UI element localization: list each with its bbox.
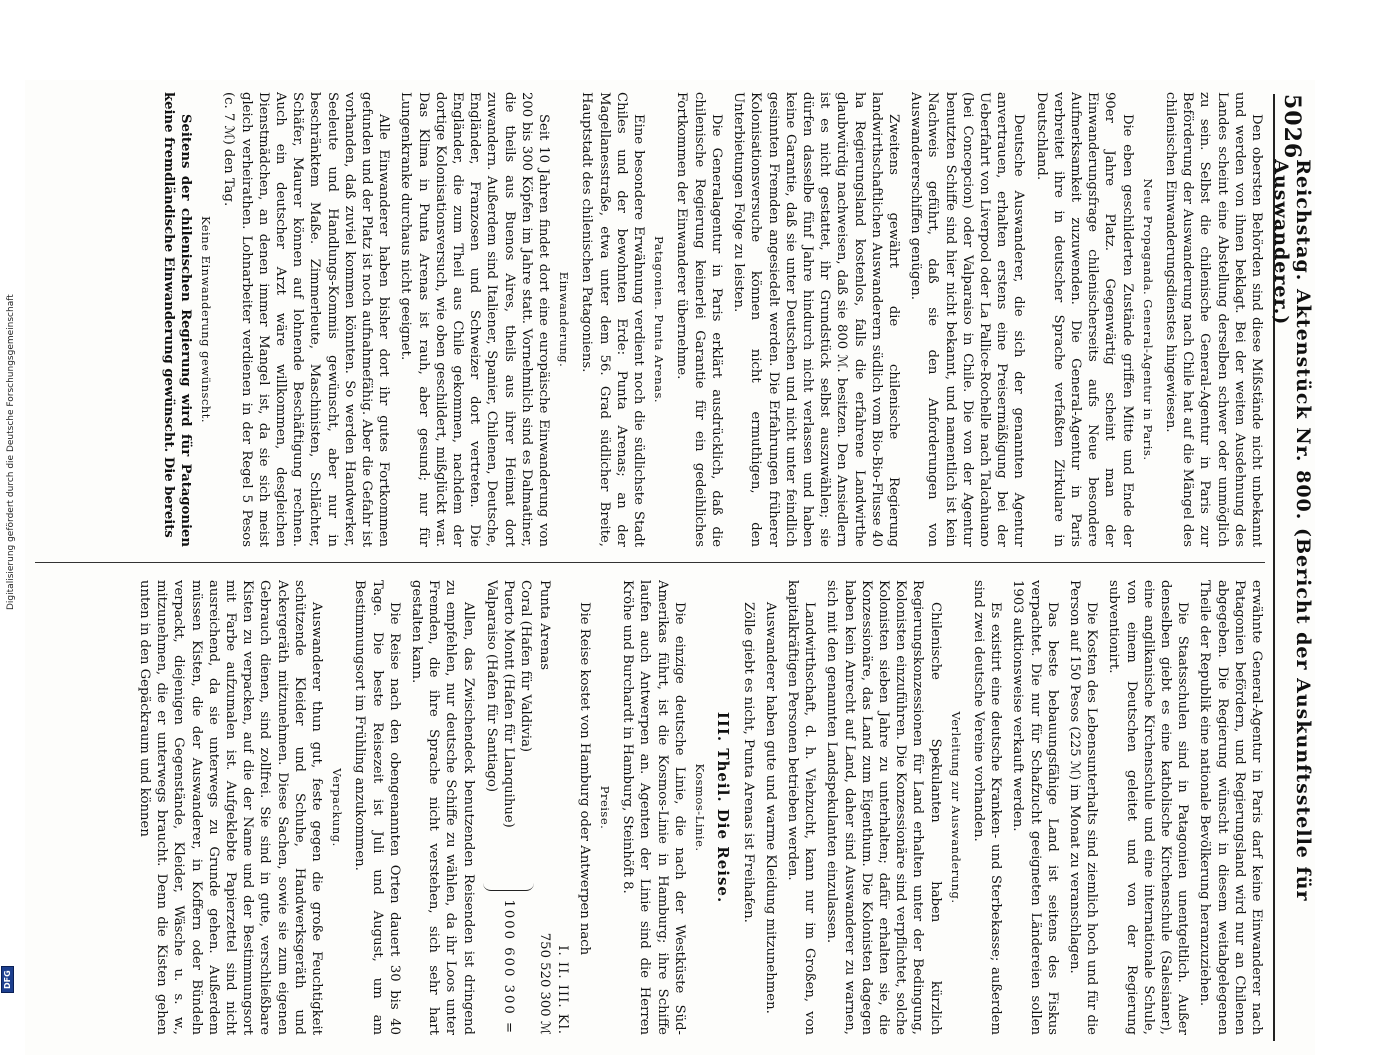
paragraph: Deutsche Auswanderer, die sich der genannten Agentur anvertrauen, erhalten erstens eine Preisermäßigung bei der Ueberfahrt von Liverpool oder La Pallice-Rochelle nach Talcahuano (bei Concepcion) oder Valparaiso in Chile. Die von der Agentur benutzten Schiffe sind hier nicht bekannt, und namentlich ist kein Nachweis geführt, daß sie den Anforderungen von Auswandererschiffen genügen. xyxy=(908,92,1027,547)
paragraph: Allen, das Zwischendeck benutzenden Reisenden ist dringend zu empfehlen, nur deutsche Schiffe zu wählen, da ihr Loos unter Fremden, die ihre Sprache nicht verstehen, sich sehr hart gestalten kann. xyxy=(409,580,476,1035)
section-subheading: Patagonien. Punta Arenas. xyxy=(652,235,667,404)
paragraph: Zölle giebt es nicht, Punta Arenas ist Freihafen. xyxy=(740,602,756,923)
paragraph: Die Reise nach den obengenannten Orten dauert 30 bis 40 Tage. Die beste Reisezeit ist Juli und August, um am Bestimmungsort im Frühling anzukommen. xyxy=(352,580,402,1035)
paragraph: Alle Einwanderer haben bisher dort ihr gutes Fortkommen gefunden und der Platz ist noch aufnahmefähig. Aber die Gefahr ist vorhanden, daß zuviel kommen könnten. So werden Handwerker, Seeleute und Handlungs-Kommis gewünscht, aber nur in beschränktem Maße. Zimmerleute, Maschinisten, Schlächter, Schäfer, Maurer können auf lohnende Beschäftigung rechnen. Auch ein deutscher Arzt wäre willkommen, desgleichen Dienstmädchen, an denen immer Mangel ist, da sie sich meist gleich verheirathen. Lohnarbeiter verdienen in der Regel 5 Pesos (c. 7 ℳ) den Tag. xyxy=(221,92,392,547)
digitization-note: Digitalisierung gefördert durch die Deutsche Forschungsgemeinschaft xyxy=(6,294,16,610)
destination: Coral (Hafen für Valdivia) xyxy=(518,580,534,753)
paragraph: Zweitens gewährt die chilenische Regierung landwirthschaftlichen Auswanderern südlich vom Bio-Bio-Flusse 40 ha Regierungsland kostenlos, falls die erfahrene Landwirthe glaubwürdig nachweisen, daß sie 800 ℳ. besitzen. Den Ansiedlern ist es nicht gestattet, ihr Grundstück selbst auszuwählen; sie dürfen dasselbe fünf Jahre hindurch nicht verlassen und haben keine Garantie, daß sie unter Deutschen und nicht unter feindlich gesinnten Fremden angesiedelt werden. Die Erfahrungen früherer Kolonisationsversuche können nicht ermuthigen, den Unterbietungen Folge zu leisten. xyxy=(731,92,901,547)
paragraph: Auswanderer thun gut, feste gegen die große Feuchtigkeit schützende Kleider und Schuhe, Handwerksgeräth und Ackergeräth mitzunehmen. Diese Sachen, sowie sie zum eigenen Gebrauch dienen, sind zollfrei. Sie sind in gute, verschließbare Kisten zu verpacken, auf die der Name und der Bestimmungsort mit Farbe aufzumalen ist. Aufgeklebte Papierzettel sind nicht ausreichend, da sie unterwegs zu Grunde gehen. Außerdem müssen Kisten, die der Auswanderer, in Koffern oder Bündeln verpackt, diejenigen Gegenstände, Kleider, Wäsche u. s. w., mitzunehmen, die er unterwegs braucht. Denn die Kisten gehen unten in den Gepäckraum und können xyxy=(137,580,325,1035)
paragraph: Es existirt eine deutsche Kranken- und Sterbekasse; außerdem sind zwei deutsche Vereine vorhanden. xyxy=(970,580,1004,1035)
paragraph: Die Generalagentur in Paris erklärt ausdrücklich, daß die chilenische Regierung keinerlei Garantie für ein gedeihliches Fortkommen der Einwanderer übernehme. xyxy=(674,92,724,547)
brace xyxy=(483,876,535,891)
paragraph: Auswanderer haben gute und warme Kleidung mitzunehmen. xyxy=(762,602,778,1014)
destination: Punta Arenas xyxy=(537,580,553,670)
paragraph: Landwirthschaft, d. h. Viehzucht, kann nur im Großen, von kapitalkräftigen Personen betrieben werden. xyxy=(784,580,818,1035)
paragraph: Chilenische Spekulanten haben kürzlich Regierungskonzessionen für Land erhalten unter der Bedingung, Kolonisten einzuführen. Die Konzessionäre sind verpflichtet, solche Kolonisten sieben Jahre zu unterhalten; dafür erhalten sie, die Konzessionäre, das Land zum Eigenthum. Die Kolonisten dagegen haben kein Anrecht auf Land, daher sind Auswanderer zu warnen, sich mit den genannten Landspekulanten einzulassen. xyxy=(824,580,943,1035)
paragraph: Das beste bebauungsfähige Land ist seitens des Fiskus verpachtet. Die nur für Schafzucht geeigneten Ländereien sollen 1903 auktionsweise verkauft werden. xyxy=(1010,580,1060,1035)
price-row-group xyxy=(483,580,535,1035)
page-title: Reichstag. Aktenstück Nr. 800. (Bericht der Auskunftsstelle für Auswanderer.) xyxy=(1270,159,1314,902)
paragraph: Die Staatsschulen sind in Patagonien unentgeltlich. Außer denselben giebt es eine katholische Kirchenschule (Salesianer), eine anglikanische Kirchenschule und eine internationale Schule, von einem Deutschen geleitet und von der Regierung subventionirt. xyxy=(1106,580,1191,1035)
left-column xyxy=(35,92,1265,547)
section-subheading: Kosmos-Linie. xyxy=(693,763,708,852)
price-values: 750 520 300 ℳ xyxy=(537,932,553,1035)
paragraph: erwähnte General-Agentur in Paris darf keine Einwanderer nach Patagonien befördern, und Regierungsland wird nur an Chilenen abgegeben. Die Regierung wünscht in diesem weitabgelegenen Theile der Republik eine nationale Bevölkerung heranzuziehen. xyxy=(1197,580,1264,1035)
destination-list xyxy=(483,580,535,876)
document-page xyxy=(25,80,1315,1055)
paragraph: Eine besondere Erwähnung verdient noch die südlichste Stadt Chiles und der bewohnten Erde: Punta Arenas; an der Magellanesstraße, etwa unter dem 56. Grad südlicher Breite, Hauptstadt des chilenischen Patagoniens. xyxy=(579,92,647,547)
price-row xyxy=(536,580,553,1035)
price-values: 1000 600 300 = xyxy=(501,899,517,1035)
right-column xyxy=(35,580,1265,1035)
paragraph: Den obersten Behörden sind diese Mißstände nicht unbekannt und werden von ihnen beklagt. Bei der weiten Ausdehnung des Landes scheint eine Abstellung derselben schwer oder unmöglich zu sein. Selbst die chilenische General-Agentur in Paris zur Beförderung der Auswanderung nach Chile hat auf die Mängel des chilenischen Einwanderungsdienstes hingewiesen. xyxy=(1162,92,1264,547)
paragraph: Die Reise kostet von Hamburg oder Antwerpen nach xyxy=(576,602,592,956)
page-header xyxy=(1270,94,1314,1041)
paragraph: Die einzige deutsche Linie, die nach der Westküste Süd-Amerikas führt, ist die Kosmos-Linie in Hamburg; ihre Schiffe laufen auch Antwerpen an. Agenten der Linie sind die Herren Kröhe und Burchardt in Hamburg, Steinhöft 8. xyxy=(620,580,687,1035)
paragraph: Die eben geschilderten Zustände griffen Mitte und Ende der 90er Jahre Platz. Gegenwärtig scheint man der Einwanderungsfrage chilenischerseits aufs Neue besondere Aufmerksamkeit zuzuwenden. Die General-Agentur in Paris verbreitet ihre in deutscher Sprache verfaßten Zirkulare in Deutschland. xyxy=(1033,92,1135,547)
part-heading: III. Theil. Die Reise. xyxy=(714,711,733,904)
destination: Puerto Montt (Hafen für Llanquihue) xyxy=(501,580,517,828)
section-subheading: Einwanderung. xyxy=(557,271,572,368)
paragraph: Seitens der chilenischen Regierung wird für Patagonien keine fremdländische Einwanderung gewünscht. Die bereits xyxy=(160,92,194,547)
section-subheading: Neue Propaganda. General-Agentur in Paris. xyxy=(1140,178,1155,461)
class-header: I. II. III. Kl. xyxy=(554,945,570,1035)
paragraph: Seit 10 Jahren findet dort eine europäische Einwanderung von 200 bis 300 Köpfen im Jahre statt. Vornehmlich sind es Dalmatiner, die theils aus Buenos Aires, theils aus ihrer Heimat dort zuwandern. Außerdem sind Italiener, Spanier, Chilenen, Deutsche, Engländer, Franzosen und Schweizer dort vertreten. Die Engländer, die zum Theil aus Chile gekommen, nachdem der dortige Kolonisationsversuch, wie oben geschildert, mißglückt war. Das Klima in Punta Arenas ist rauh, aber gesund; nur für Lungenkranke durchaus nicht geeignet. xyxy=(398,92,552,547)
section-subheading: Keine Einwanderung gewünscht. xyxy=(199,215,214,424)
section-subheading: Preise. xyxy=(598,785,613,830)
page-number: 5026 xyxy=(1279,94,1305,160)
section-subheading: Verleitung zur Auswanderung. xyxy=(948,711,963,904)
destination: Valparaiso (Hafen für Santiago) xyxy=(483,580,499,793)
section-subheading: Verpackung. xyxy=(330,768,345,847)
dfg-logo: DFG xyxy=(1,966,14,993)
column-divider xyxy=(35,562,1265,563)
paragraph: Die Kosten des Lebensunterhalts sind ziemlich hoch und für die Person auf 150 Pesos (225 ℳ) im Monat zu veranschlagen. xyxy=(1066,580,1100,1035)
